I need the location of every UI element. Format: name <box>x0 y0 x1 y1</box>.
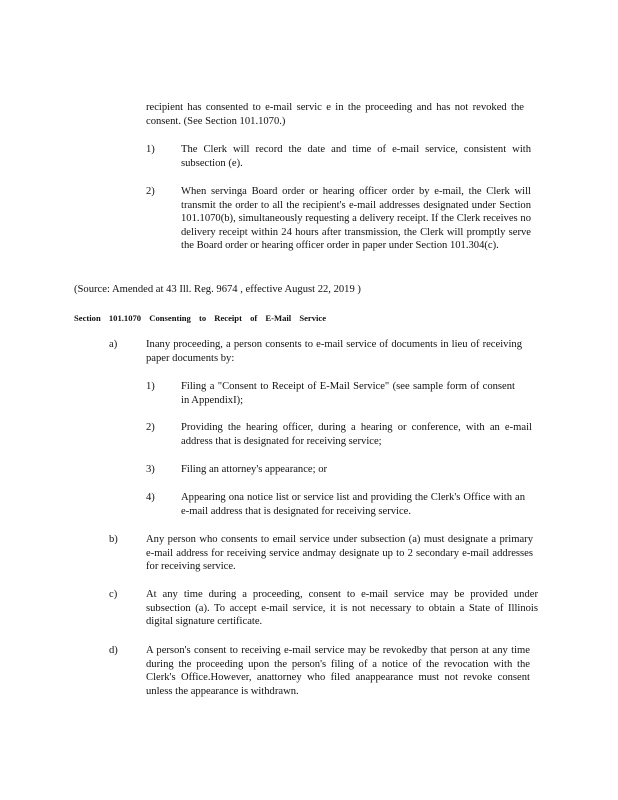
list-number: 1) <box>146 381 155 392</box>
list-item-text: The Clerk will record the date and time of e-mail service, consistent with subsection (e). <box>181 144 531 169</box>
list-item-text: When servinga Board order or hearing officer order by e-mail, the Clerk will transmit the order to all the recipient's e-mail addresses designated under Section 101.1070(b), simultaneously requesting a delivery receipt. If the Clerk receives no delivery receipt within 24 hours after transmission, the Clerk will promptly serve the Board order or hearing officer order in paper under Section 101.304(c). <box>181 186 531 252</box>
list-item-text: Filing a "Consent to Receipt of E-Mail Service" (see sample form of consent in AppendixI); <box>181 381 515 406</box>
list-item-text: Appearing ona notice list or service list and providing the Clerk's Office with an e-mail address that is designated for receiving service. <box>181 492 525 517</box>
subsection-label: d) <box>109 645 118 656</box>
section-heading: Section 101.1070 Consenting to Receipt of E-Mail Service <box>74 313 327 323</box>
list-number: 2) <box>146 186 155 197</box>
list-number: 4) <box>146 492 155 503</box>
subsection-label: b) <box>109 534 118 545</box>
intro-paragraph: recipient has consented to e-mail servic e in the proceeding and has not revoked the consent. (See Section 101.1070.) <box>146 102 524 127</box>
subsection-label: a) <box>109 339 118 350</box>
list-item-text: Filing an attorney's appearance; or <box>181 464 328 475</box>
subsection-text: Inany proceeding, a person consents to e-mail service of documents in lieu of receiving paper documents by: <box>146 339 522 364</box>
subsection-label: c) <box>109 589 118 600</box>
subsection-text: Any person who consents to email service under subsection (a) must designate a primary e-mail address for receiving service andmay designate up to 2 secondary e-mail addresses for receiving service. <box>146 534 533 573</box>
list-number: 1) <box>146 144 155 155</box>
source-note: (Source: Amended at 43 Ill. Reg. 9674 , effective August 22, 2019 ) <box>74 284 361 295</box>
subsection-text: At any time during a proceeding, consent to e-mail service may be provided under subsection (a). To accept e-mail service, it is not necessary to obtain a State of Illinois digital signature certificate. <box>146 589 538 628</box>
list-number: 2) <box>146 422 155 433</box>
list-item-text: Providing the hearing officer, during a hearing or conference, with an e-mail address that is designated for receiving service; <box>181 422 532 447</box>
list-number: 3) <box>146 464 155 475</box>
subsection-text: A person's consent to receiving e-mail service may be revokedby that person at any time during the proceeding upon the person's filing of a notice of the revocation with the Clerk's Office.However, anattorney who filed anappearance must not revoke consent unless the appearance is withdrawn. <box>146 645 530 697</box>
